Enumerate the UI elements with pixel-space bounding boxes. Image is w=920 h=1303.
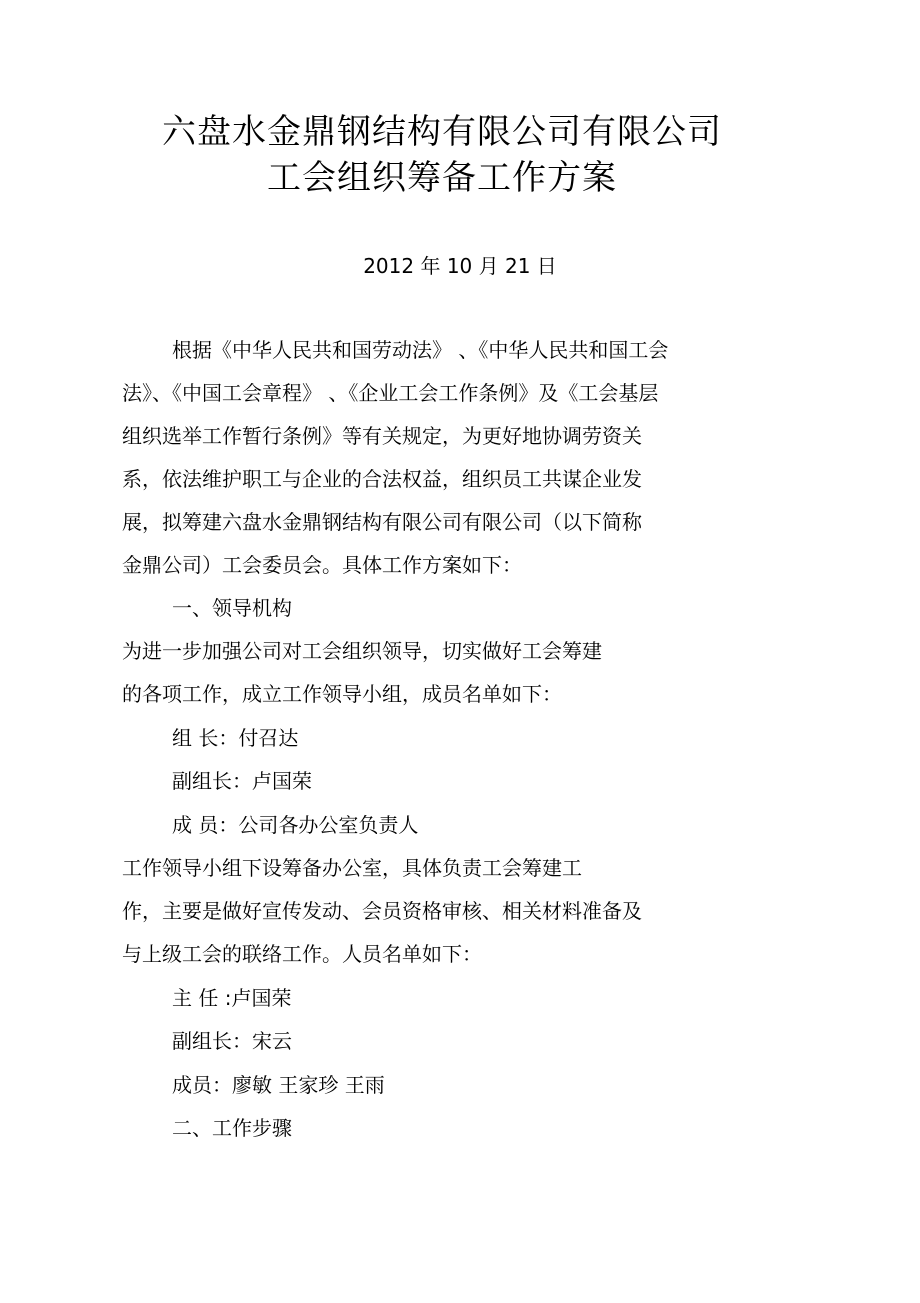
- paragraph-line: 法》、《中国工会章程》 、《企业工会工作条例》及《工会基层: [122, 381, 659, 405]
- member-entry: 成 员：公司各办公室负责人: [172, 813, 419, 837]
- member-entry: 成员：廖敏 王家珍 王雨: [172, 1073, 385, 1097]
- paragraph-line: 金鼎公司）工会委员会。具体工作方案如下：: [122, 553, 522, 577]
- paragraph-line: 系，依法维护职工与企业的合法权益，组织员工共谋企业发: [122, 467, 642, 491]
- section-heading: 二、工作步骤: [172, 1116, 292, 1140]
- paragraph-line: 与上级工会的联络工作。人员名单如下：: [122, 942, 482, 966]
- member-entry: 组 长：付召达: [172, 726, 299, 750]
- document-date: 2012 年 10 月 21 日: [363, 254, 557, 278]
- paragraph-line: 组织选举工作暂行条例》等有关规定，为更好地协调劳资关: [122, 424, 642, 448]
- paragraph-line: 展，拟筹建六盘水金鼎钢结构有限公司有限公司（以下简称: [122, 510, 642, 534]
- paragraph-line: 为进一步加强公司对工会组织领导，切实做好工会筹建: [122, 639, 602, 663]
- section-heading: 一、领导机构: [172, 596, 292, 620]
- document-title-line-2: 工会组织筹备工作方案: [267, 158, 617, 198]
- paragraph-line: 的各项工作，成立工作领导小组，成员名单如下：: [122, 682, 562, 706]
- member-entry: 副组长：卢国荣: [172, 769, 312, 793]
- paragraph-line: 工作领导小组下设筹备办公室，具体负责工会筹建工: [122, 856, 582, 880]
- member-entry: 主 任 :卢国荣: [172, 986, 292, 1010]
- document-title-line-1: 六盘水金鼎钢结构有限公司有限公司: [162, 112, 722, 152]
- paragraph-line: 作，主要是做好宣传发动、会员资格审核、相关材料准备及: [122, 899, 642, 923]
- paragraph-line: 根据《中华人民共和国劳动法》 、《中华人民共和国工会: [172, 338, 669, 362]
- member-entry: 副组长：宋云: [172, 1029, 292, 1053]
